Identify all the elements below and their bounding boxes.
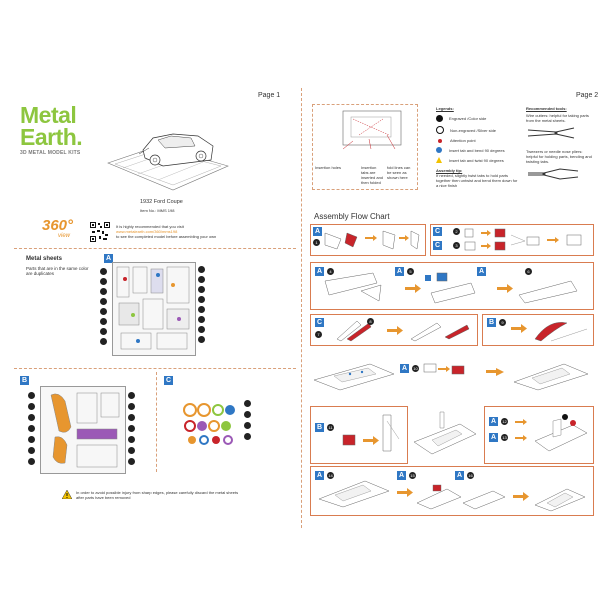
step-7-8-illustration [327,317,473,343]
part-number [198,286,205,293]
brand-line2: Earth. [20,124,83,150]
step-number: 13 [502,435,507,440]
sheet-a-parts [113,263,195,355]
step-11-assembly-illustration [410,408,480,458]
step-1-illustration [323,227,423,253]
part-number [198,296,205,303]
part-number [198,276,205,283]
step-number: 10 [413,366,418,371]
page1-divider-2 [14,368,296,369]
tools-panel [526,106,592,186]
page-2-label: Page 2 [576,92,599,99]
step-number: 12 [502,419,507,424]
flow-arrow-head [496,368,504,376]
sheet-badge: A [396,268,403,275]
step-box-12-13 [484,406,594,464]
part-number [100,308,107,315]
step-number: 15 [410,473,415,478]
step-number: 1 [313,239,320,246]
part-number [28,392,35,399]
step-row-10 [310,350,592,396]
recommend-link[interactable]: www.metalearth.com/360/mms198 [116,229,178,234]
part-number [128,414,135,421]
step-number: 16 [468,473,473,478]
legends-panel [436,106,518,188]
part-number [100,268,107,275]
metal-sheet-b [40,386,126,474]
sheet-badge: C [434,242,441,249]
step-16-illustration [459,479,589,513]
legend-label: Non-engraved /Silver side [450,127,497,133]
part-number [128,425,135,432]
sheet-badge: A [490,434,497,441]
legend-row [436,115,518,122]
sheet-b-numbers-left [28,392,36,469]
sheet-c-parts [182,400,238,446]
part-number [128,458,135,465]
part-number [28,436,35,443]
engraved-side-icon [436,115,443,122]
part-number [244,422,251,429]
view-360-small: view [57,233,70,239]
sheet-b-parts [41,387,125,473]
sheet-b-badge: B [21,377,28,384]
recommend-line1: It is highly recommended that you visit [116,224,184,229]
wire-cutters-icon [526,126,576,140]
part-number [100,318,107,325]
insertion-tabs-label: Insertion tabs are inserted and then folded [361,165,384,185]
step-box-2-3 [430,224,594,256]
step-number: 7 [315,331,322,338]
sheet-a-numbers-right [198,266,206,346]
flow-chart-title: Assembly Flow Chart [314,212,390,221]
step-number: 4 [327,268,334,275]
page-1-label: Page 1 [258,92,281,99]
part-number [100,278,107,285]
part-number [198,306,205,313]
sheet-badge: A [398,472,405,479]
step-number: 2 [453,228,460,235]
step-number: 9 [499,319,506,326]
sheet-badge: A [314,228,321,235]
item-number: Item No.: MMS 198 [140,208,175,213]
recommend-line2: to see the completed model before assembling your own [116,234,217,239]
brand-line1: Metal [20,102,77,128]
brand-tagline: 3D METAL MODEL KITS [20,150,81,156]
part-number [28,458,35,465]
part-number [128,436,135,443]
pliers-icon [526,167,580,181]
page1-divider-1 [14,248,296,249]
sheet-badge: A [401,365,408,372]
assembly-tip-text: If needed, slightly twist tabs to hold parts together then untwist and bend them down for a nice finish [436,173,518,188]
step-number: 3 [453,242,460,249]
sheet-badge: C [434,228,441,235]
legend-row [436,126,518,134]
step-11-illustration [339,411,405,461]
sheet-badge: B [488,319,495,326]
sheet-badge: A [316,472,323,479]
insertion-diagram [312,104,418,190]
part-number [198,336,205,343]
step-12-13-illustration [513,411,591,461]
legends-title: Legends: [436,106,454,111]
legend-row [436,157,518,163]
step-15-illustration [395,481,465,511]
metal-sheet-c [182,400,238,446]
brand-logo [20,104,82,156]
sheet-badge: B [316,424,323,431]
sheet-a-badge: A [105,255,112,262]
model-name: 1932 Ford Coupe [140,199,183,205]
legend-label: Insert tab and twist 90 degrees [449,157,504,163]
part-number [244,411,251,418]
part-number [128,403,135,410]
insertion-drawing [313,105,417,163]
silver-side-icon [436,126,444,134]
sheet-badge: A [490,418,497,425]
twist-90-icon [436,157,442,163]
view-360-big: 360° [42,217,74,234]
view-360-badge [42,218,86,242]
part-number [128,392,135,399]
part-number [100,338,107,345]
part-number [28,403,35,410]
metal-sheets-title: Metal sheets [26,256,63,262]
warning-text: In order to avoid possible injury from sharp edges, please carefully discard the metal sheets after parts have been removed [76,490,239,500]
step-10-part [422,360,472,380]
fold-lines-label: fold lines can be seen as shown here [387,165,411,180]
part-number [100,298,107,305]
step-box-9 [482,314,594,346]
legend-row [436,147,518,153]
bend-90-icon [436,147,442,153]
tools-title: Recommended tools: [526,106,567,111]
sheet-badge: A [478,268,485,275]
step-2-3-illustration [463,227,589,253]
tool-tweezers-text: Tweezers or needle nose pliers: helpful for holding parts, bending and twisting tabs. [526,149,592,164]
part-number [244,400,251,407]
duplicates-note: Parts that are in the same color are duplicates [26,266,89,276]
flow-arrow [486,370,496,373]
step-number: 5 [407,268,414,275]
sheet-c-badge: C [165,377,172,384]
part-number [28,425,35,432]
legend-label: Attention point [450,138,476,143]
legend-label: Insert tab and bend 90 degrees [449,147,505,153]
step-box-4-6 [310,262,594,310]
part-number [28,447,35,454]
recommend-text [116,224,276,239]
step-number: 8 [367,318,374,325]
metal-sheet-a [112,262,196,356]
sheet-badge: A [456,472,463,479]
tool-wire-cutters-text: Wire cutters: helpful for taking parts from the metal sheets. [526,113,589,123]
step-10-right-illustration [510,354,592,394]
part-number [100,288,107,295]
sheet-c-numbers [244,400,252,444]
step-box-7-8 [310,314,478,346]
insertion-holes-label: Insertion holes [315,165,342,170]
sheet-badge: C [316,319,323,326]
assembly-tip-title: Assembly tip: [436,168,463,173]
warning-icon [62,490,72,499]
part-number [244,433,251,440]
step-10-left-illustration [310,354,400,394]
part-number [198,316,205,323]
page-divider [301,88,302,528]
sheet-b-numbers-right [128,392,136,469]
attention-point-icon [438,139,442,143]
step-number: 6 [525,268,532,275]
part-number [28,414,35,421]
step-14-illustration [315,473,395,511]
car-illustration [103,128,233,198]
step-box-14-16 [310,466,594,516]
part-number [198,326,205,333]
step-box-1 [310,224,426,256]
part-number [128,447,135,454]
legend-label: Engraved /Color side [449,116,487,121]
qr-code[interactable] [90,222,110,242]
step-number: 11 [328,425,333,430]
legend-row [436,138,518,143]
step-box-11 [310,406,408,464]
step-number: 14 [328,473,333,478]
part-number [100,328,107,335]
step-4-6-illustration [321,271,589,307]
page1-divider-3 [156,372,157,472]
sheet-badge: A [316,268,323,275]
step-9-illustration [511,319,591,343]
part-number [198,266,205,273]
sheet-a-numbers-left [100,268,108,348]
